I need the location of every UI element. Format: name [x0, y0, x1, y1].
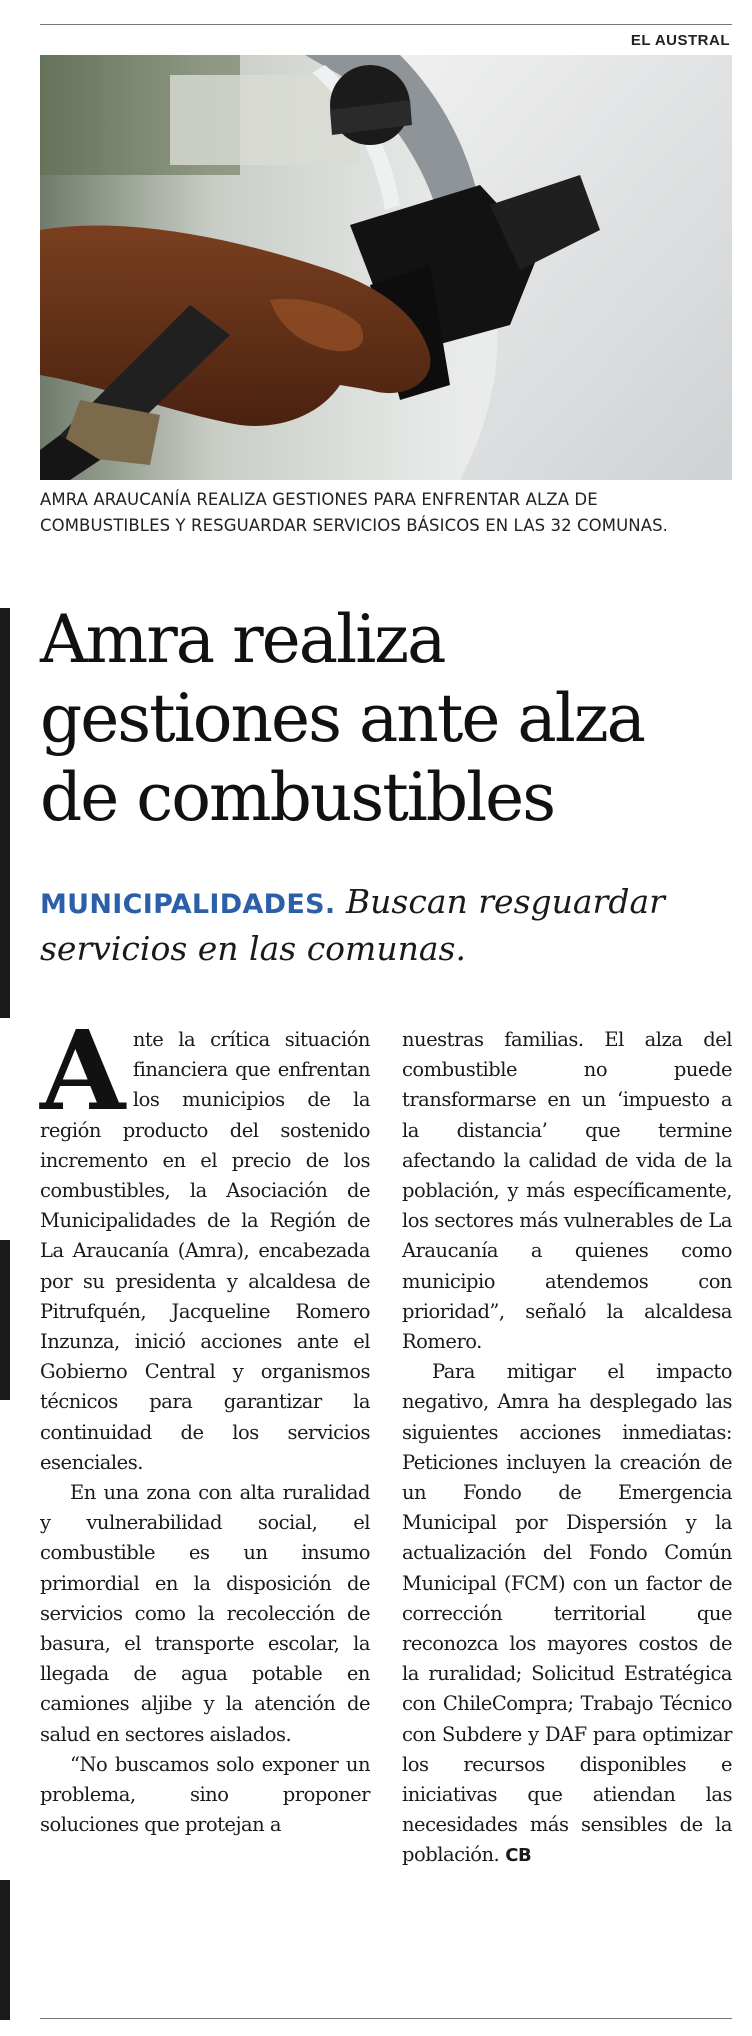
paragraph	[40, 1006, 370, 1478]
article-column-2	[402, 1025, 732, 1872]
deck-text: Buscan resguardar servicios en las comunas.	[40, 882, 665, 968]
deck	[40, 880, 732, 971]
headline: Amra realiza gestiones ante alza de combustibles	[40, 601, 644, 836]
left-edge-bar	[0, 1240, 10, 1400]
left-edge-bar	[0, 608, 10, 1018]
paragraph-text: Para mitigar el impacto negativo, Amra ha desplegado las siguientes acciones inmediatas: Peticiones incluyen la creación de un Fondo de Emergencia Municipal por Dispersión y la actualización del Fondo Común Municipal (FCM) con un factor de corrección territorial que reconozca los mayores costos de la ruralidad; Solicitud Estratégica con ChileCompra; Trabajo Técnico con Subdere y DAF para optimizar los recursos disponibles e iniciativas que atiendan las necesidades más sensibles de la población.	[402, 1360, 732, 1867]
drop-cap: A	[40, 1006, 125, 1135]
paragraph-text: nte la crítica situación financiera que enfrentan los municipios de la región producto del sostenido incremento en el precio de los combustibles, la Asociación de Municipalidades de la Región de La Araucanía (Amra), encabezada por su presidenta y alcaldesa de Pitrufquén, Jacqueline Romero Inzunza, inició acciones ante el Gobierno Central y organismos técnicos para garantizar la continuidad de los servicios esenciales.	[40, 1028, 370, 1474]
left-edge-bar	[0, 1880, 10, 2020]
end-mark-icon: CB	[505, 1845, 532, 1867]
photo-caption: AMRA ARAUCANÍA REALIZA GESTIONES PARA ENFRENTAR ALZA DE COMBUSTIBLES Y RESGUARDAR SERVICIOS BÁSICOS EN LAS 32 COMUNAS.	[40, 490, 669, 535]
top-rule	[40, 24, 732, 25]
fuel-nozzle-photo	[40, 55, 732, 480]
article-column-1	[40, 1006, 370, 1840]
paragraph: nuestras familias. El alza del combustible no puede transformarse en un ‘impuesto a la distancia’ que termine afectando la calidad de vida de la población, y más específicamente, los sectores más vulnerables de La Araucanía a quienes como municipio atendemos con prioridad”, señaló la alcaldesa Romero.	[402, 1028, 732, 1354]
bottom-rule	[40, 2018, 732, 2019]
publication-name: EL AUSTRAL	[630, 32, 730, 49]
deck-kicker: MUNICIPALIDADES.	[40, 889, 336, 920]
paragraph: “No buscamos solo exponer un problema, sino proponer soluciones que protejan a	[40, 1752, 370, 1837]
paragraph	[402, 1357, 732, 1871]
paragraph: En una zona con alta ruralidad y vulnerabilidad social, el combustible es un insumo primordial en la disposición de servicios como la recolección de basura, el transporte escolar, la llegada de agua potable en camiones aljibe y la atención de salud en sectores aislados.	[40, 1481, 370, 1746]
